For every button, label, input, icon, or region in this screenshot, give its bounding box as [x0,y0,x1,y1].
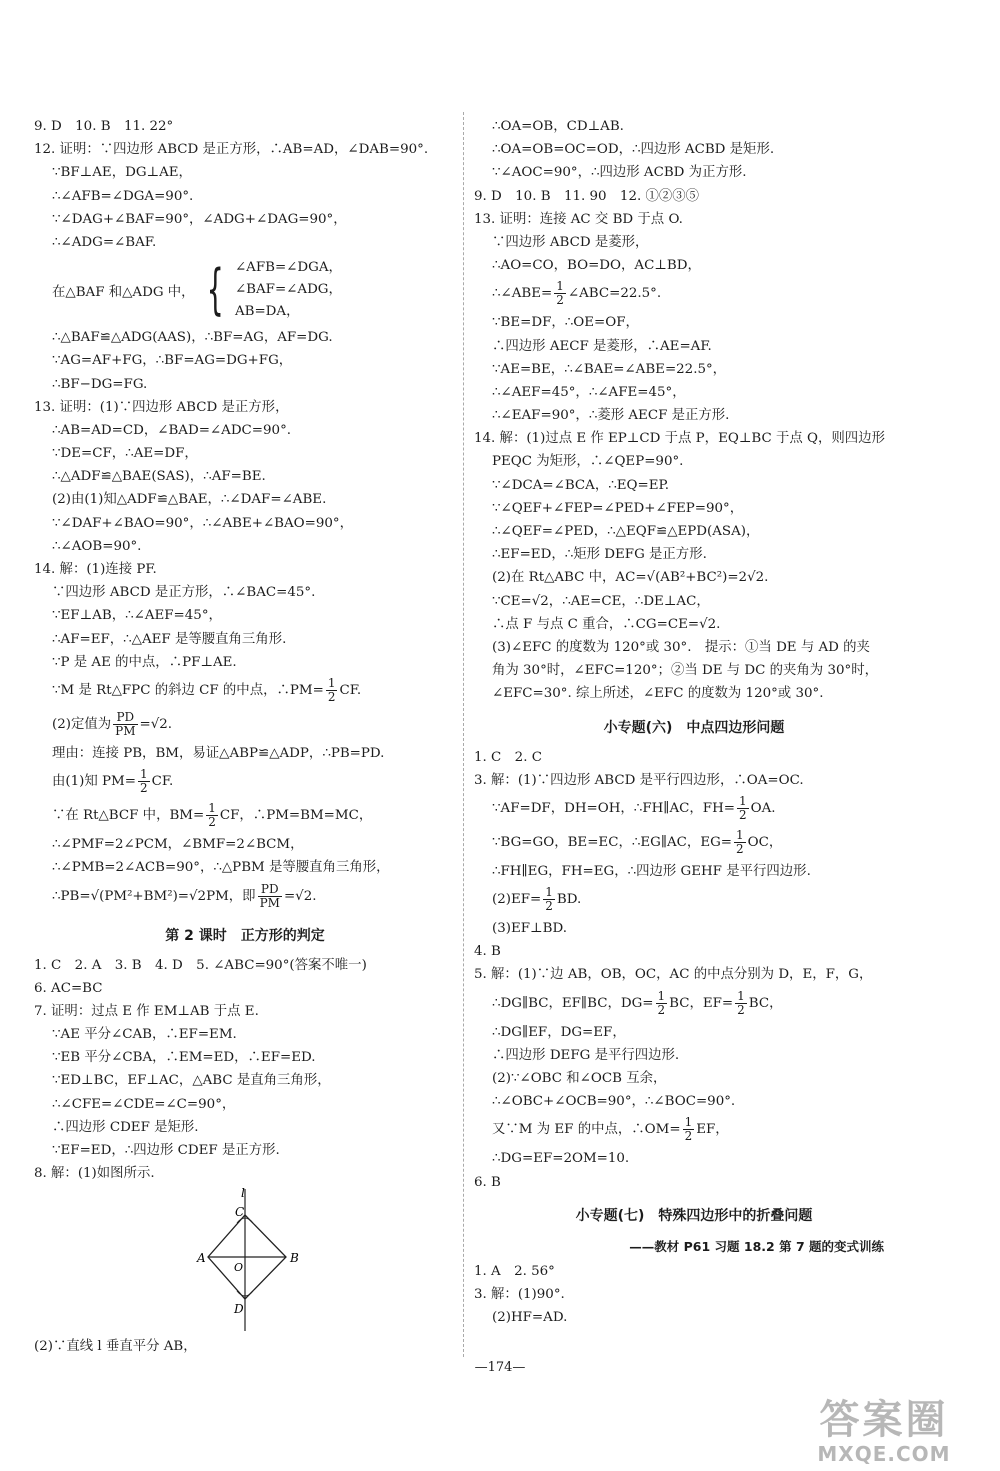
answer-line: ∴FH∥EG，FH=EG，∴四边形 GEHF 是平行四边形. [492,863,811,879]
answer-line: (2)∵直线 l 垂直平分 AB， [34,1339,197,1355]
answer-line: 3. 解：(1)90°. [474,1286,565,1302]
answer-line: ∴EF=ED，∴矩形 DEFG 是正方形. [492,547,707,563]
answer-line: (2)定值为 $\frac{PD}{PM}$ =√2. [52,709,173,738]
section-heading: 小专题(七) 特殊四边形中的折叠问题 [575,1207,813,1224]
fraction: $\frac{1}{2}$ [139,767,148,796]
watermark-logo [792,1398,976,1466]
answer-line: (2)∵∠OBC 和∠OCB 互余， [492,1071,667,1086]
answer-line: ∴PB=√(PM²+BM²)=√2PM，即 $\frac{PD}{PM}$ =√2. [52,881,317,910]
answer-line: ∵∠DAF+∠BAO=90°，∴∠ABE+∠BAO=90°， [52,515,354,531]
answer-line: ∴点 F 与点 C 重合，∴CG=CE=√2. [492,616,721,632]
geometry-diagram [34,1185,456,1335]
answer-line: 6. AC=BC [34,980,103,996]
answer-line: (2)EF= $\frac{1}{2}$ BD. [492,885,582,914]
answer-line: ∵AE 平分∠CAB，∴EF=EM. [52,1027,237,1043]
fraction: $\frac{1}{2}$ [545,885,553,914]
fraction: $\frac{1}{2}$ [684,1115,693,1144]
fraction: $\frac{PD}{PM}$ [259,881,280,910]
answer-line: (2)HF=AD. [492,1310,568,1326]
fraction: $\frac{1}{2}$ [738,793,747,822]
right-column [474,115,914,1329]
answer-line: (2)在 Rt△ABC 中，AC=√(AB²+BC²)=2√2. [492,570,769,586]
label-c: C [235,1205,245,1220]
answer-line: 6. B [474,1174,501,1190]
answer-line: ∵AE=BE，∴∠BAE=∠ABE=22.5°， [492,361,727,377]
watermark-text: 答案圈 [819,1397,949,1443]
column-divider [463,112,464,1357]
answer-line: ∵四边形 ABCD 是正方形，∴∠BAC=45°. [52,585,316,601]
answer-line: ∵BE=DF，∴OE=OF， [492,315,639,331]
answer-line: ∴AB=AD=CD，∠BAD=∠ADC=90°. [52,422,292,438]
condition-line: ∠AFB=∠DGA， [234,260,342,276]
answer-line: ∵EB 平分∠CBA，∴EM=ED，∴EF=ED. [52,1050,316,1066]
answer-line: ∵P 是 AE 的中点，∴PF⊥AE. [52,654,237,670]
answer-line: 14. 解：(1)连接 PF. [34,562,157,577]
answer-line: ∵CE=√2，∴AE=CE，∴DE⊥AC， [492,593,710,609]
answer-line: ∵四边形 ABCD 是菱形， [492,234,649,250]
fraction: $\frac{1}{2}$ [657,988,666,1017]
answer-line: ∴∠OBC+∠OCB=90°，∴∠BOC=90°. [492,1094,736,1110]
fraction: $\frac{1}{2}$ [737,988,745,1017]
answer-line: 9. D 10. B 11. 90 12. ①②③⑤ [474,188,700,204]
label-d: D [234,1302,244,1317]
brace-symbol: { [206,258,224,322]
fraction: $\frac{1}{2}$ [327,675,336,704]
answer-line: ∴∠EAF=90°，∴菱形 AECF 是正方形. [492,408,730,424]
fraction: $\frac{1}{2}$ [736,827,744,856]
answer-line: (2)由(1)知△ADF≌△BAE，∴∠DAF=∠ABE. [52,492,327,508]
answer-line: ∵在 Rt△BCF 中，BM= $\frac{1}{2}$ CF，∴PM=BM=MC， [52,801,373,830]
answer-line: 7. 证明：过点 E 作 EM⊥AB 于点 E. [34,1003,259,1019]
answer-line: ∴AF=EF，∴△AEF 是等腰直角三角形. [52,631,287,647]
answer-line: (3)EF⊥BD. [492,921,567,937]
answer-line: 理由：连接 PB，BM，易证△ABP≌△ADP，∴PB=PD. [52,745,385,761]
answer-line: ∵AG=AF+FG，∴BF=AG=DG+FG， [52,353,293,369]
answer-line: 14. 解：(1)过点 E 作 EP⊥CD 于点 P，EQ⊥BC 于点 Q，则四边形 [474,431,885,447]
answer-line: 9. D 10. B 11. 22° [34,119,174,134]
answer-line: ∴△ADF≌△BAE(SAS)，∴AF=BE. [52,469,266,485]
answer-line: ∴DG∥BC，EF∥BC，DG= $\frac{1}{2}$ BC，EF= $\frac{1}{2}$ BC， [492,988,783,1017]
answer-line: ∴∠ADG=∠BAF. [52,234,157,250]
left-column [34,115,456,1359]
square-figure [34,1185,456,1335]
condition-line: AB=DA， [234,304,300,320]
answer-line: ∴∠PMB=2∠ACB=90°，∴△PBM 是等腰直角三角形， [52,860,390,876]
fraction: $\frac{1}{2}$ [208,801,216,830]
answer-line: 3. 解：(1)∵四边形 ABCD 是平行四边形，∴OA=OC. [474,772,804,788]
answer-line: ∵BF⊥AE，DG⊥AE， [52,165,192,181]
congruence-conditions [34,254,456,326]
answer-line: ∴四边形 AECF 是菱形，∴AE=AF. [492,338,712,354]
answer-line: 13. 证明：(1)∵四边形 ABCD 是正方形， [34,399,289,415]
watermark-url: MXQE.COM [817,1442,951,1466]
answer-line: ∴∠AEF=45°，∴∠AFE=45°， [492,384,686,400]
page-number: —174— [474,1360,526,1375]
answer-line: ∵BG=GO，BE=EC，∴EG∥AC，EG= $\frac{1}{2}$ OC， [492,827,783,856]
label-o: O [234,1261,244,1275]
answer-line: 角为 30°时，∠EFC=120°；②当 DE 与 DC 的夹角为 30°时， [492,663,878,679]
answer-line: 由(1)知 PM= $\frac{1}{2}$ CF. [52,767,174,796]
answer-line: ∵AF=DF，DH=OH，∴FH∥AC，FH= $\frac{1}{2}$ OA. [492,793,776,822]
answer-line: ∴四边形 CDEF 是矩形. [52,1119,199,1135]
answer-line: ∴AO=CO，BO=DO，AC⊥BD， [492,258,701,274]
answer-line: 1. A 2. 56° [474,1263,555,1279]
answer-line: ∴四边形 DEFG 是平行四边形. [492,1047,680,1063]
answer-line: ∴DG∥EF，DG=EF， [492,1024,626,1040]
answer-line: 5. 解：(1)∵边 AB，OB，OC，AC 的中点分别为 D，E，F，G， [474,967,873,983]
brace-prefix: 在△BAF 和△ADG 中， [52,284,195,300]
answer-line: 4. B [474,944,501,960]
answer-line: ∵ED⊥BC，EF⊥AC，△ABC 是直角三角形， [52,1073,331,1089]
answer-line: 13. 证明：连接 AC 交 BD 于点 O. [474,211,683,227]
answer-line: 1. C 2. C [474,749,542,765]
answer-line: PEQC 为矩形，∴∠QEP=90°. [492,454,684,470]
answer-line: ∴OA=OB，CD⊥AB. [492,119,624,134]
answer-line: ∵EF=ED，∴四边形 CDEF 是正方形. [52,1143,280,1158]
answer-line: 8. 解：(1)如图所示. [34,1166,155,1182]
answer-line: (3)∠EFC 的度数为 120°或 30°. 提示：①当 DE 与 AD 的夹 [492,639,870,655]
answer-line: ∵∠AOC=90°，∴四边形 ACBD 为正方形. [492,165,747,181]
condition-line: ∠BAF=∠ADG， [234,282,342,298]
answer-line: ∵DE=CF，∴AE=DF， [52,446,198,462]
answer-line: ∴∠AOB=90°. [52,538,142,554]
label-l: l [241,1186,245,1201]
answer-line: ∴BF−DG=FG. [52,376,148,392]
answer-line: 1. C 2. A 3. B 4. D 5. ∠ABC=90°(答案不唯一) [34,957,367,973]
answer-line: ∴∠QEF=∠PED，∴△EQF≌△EPD(ASA)， [492,524,760,539]
fraction: $\frac{1}{2}$ [556,279,564,308]
answer-line: 又∵M 为 EF 的中点，∴OM= $\frac{1}{2}$ EF， [492,1115,729,1144]
answer-line: ∵∠QEF+∠FEP=∠PED+∠FEP=90°， [492,500,744,516]
answer-line: ∴∠AFB=∠DGA=90°. [52,188,194,204]
answer-line: ∵∠DCA=∠BCA，∴EQ=EP. [492,477,670,493]
answer-line: ∴∠CFE=∠CDE=∠C=90°， [52,1096,236,1112]
fraction: $\frac{PD}{PM}$ [115,709,136,738]
answer-line: ∴∠PMF=2∠PCM，∠BMF=2∠BCM， [52,837,304,853]
section-heading: 小专题(六) 中点四边形问题 [603,719,785,736]
answer-line: ∵∠DAG+∠BAF=90°，∠ADG+∠DAG=90°， [52,211,347,227]
answer-line: ∴△BAF≌△ADG(AAS)，∴BF=AG，AF=DG. [52,330,333,346]
answer-line: ∴DG=EF=2OM=10. [492,1151,630,1167]
answer-line: ∵EF⊥AB，∴∠AEF=45°， [52,608,222,624]
answer-line: ∴∠ABE= $\frac{1}{2}$ ∠ABC=22.5°. [492,279,662,308]
answer-line: ∴OA=OB=OC=OD，∴四边形 ACBD 是矩形. [492,142,775,158]
answer-line: ∠EFC=30°. 综上所述，∠EFC 的度数为 120°或 30°. [492,686,824,702]
label-a: A [197,1251,206,1266]
section-heading: 第 2 课时 正方形的判定 [165,927,325,944]
answer-line: 12. 证明：∵四边形 ABCD 是正方形，∴AB=AD，∠DAB=90°. [34,142,429,158]
answer-line: ∵M 是 Rt△FPC 的斜边 CF 的中点，∴PM= $\frac{1}{2}$ CF. [52,675,362,704]
section-subheading: ——教材 P61 习题 18.2 第 7 题的变式训练 [629,1238,884,1254]
label-b: B [290,1251,299,1266]
